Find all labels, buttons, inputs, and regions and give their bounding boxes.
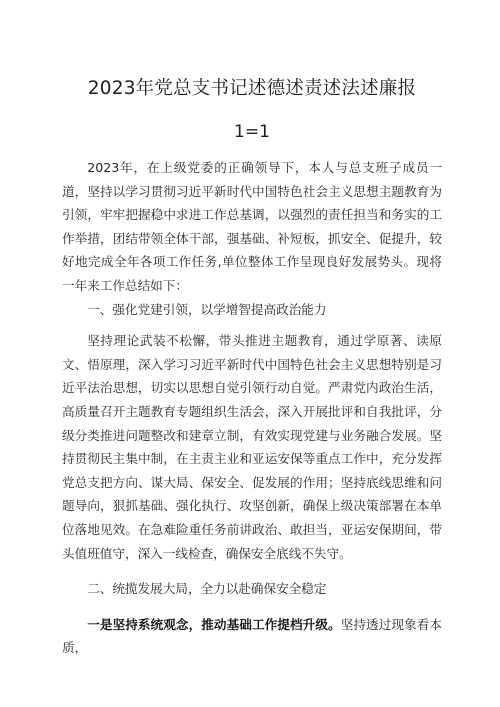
intro-paragraph: 2023年，在上级党委的正确领导下，本人与总支班子成员一道，坚持以学习贯彻习近平新时代中国特色社会主义思想主题教育为引领，牢牢把握稳中求进工作总基调，以强烈的责任担当和务实的工作举措，团结带领全体干部，强基础、补短板，抓安全、促提升，较好地完成全年各项工作任务,单位整体工作呈现良好发展势头。现将一年来工作总结如下： [62, 160, 442, 293]
document-body [62, 156, 442, 660]
section-2-paragraph [62, 613, 442, 660]
document-subtitle: 1=1 [234, 122, 270, 142]
section-2-paragraph-text: 坚持透过现象看本质， [62, 616, 443, 656]
section-1-paragraph: 坚持理论武装不松懈，带头推进主题教育，通过学原著、读原文、悟原理，深入学习习近平新时代中国特色社会主义思想特别是习近平法治思想，切实以思想自觉引领行动自觉。严肃党内政治生活，高质量召开主题教育专题组织生活会，深入开展批评和自我批评，分级分类推进问题整改和建章立制，有效实现党建与业务融合发展。坚持贯彻民主集中制，在主责主业和亚运安保等重点工作中，充分发挥党总支把方向、谋大局、保安全、促发展的作用；坚持底线思维和问题导向，狠抓基础、强化执行、攻坚创新，确保上级决策部署在本单位落地见效。在急难险重任务前讲政治、敢担当，亚运安保期间，带头值班值守，深入一线检查，确保安全底线不失守。 [62, 333, 442, 561]
section-heading-1: 一、强化党建引领，以学增智提高政治能力 [87, 301, 327, 317]
section-heading-2: 二、统揽发展大局，全力以赴确保安全稳定 [87, 581, 327, 597]
document-title: 2023年党总支书记述德述责述法述廉报 [87, 78, 417, 99]
section-2-lead-phrase: 一是坚持系统观念，推动基础工作提档升级。 [87, 616, 341, 632]
